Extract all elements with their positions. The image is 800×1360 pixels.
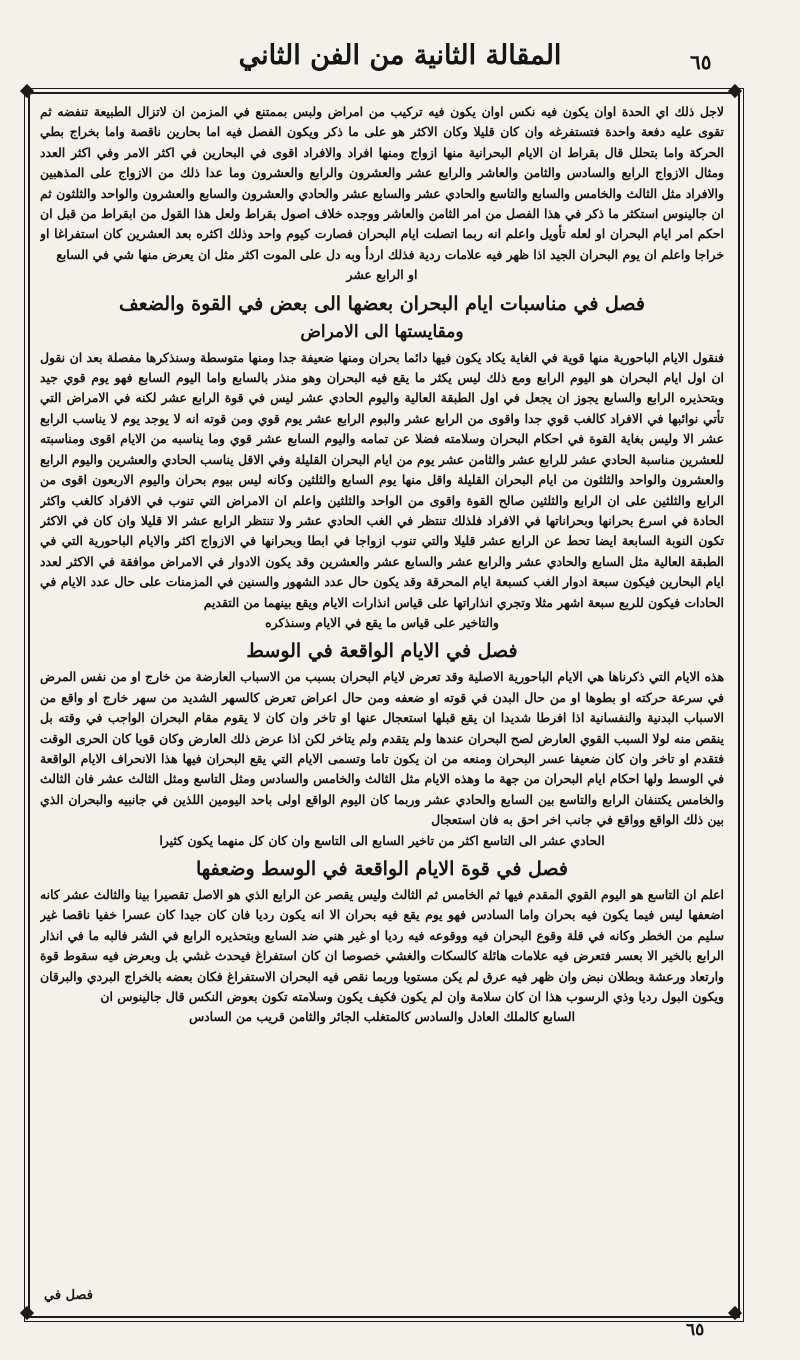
section-heading-2: فصل في الايام الواقعة في الوسط: [246, 640, 518, 663]
section-paragraph-1: فنقول الايام الباحورية منها قوية في الغاية يكاد يكون فيها دائما بحران ومنها ضعيفة جدا ومنها متوسطة وسنذكرها مفصلة بعد ان نقول ان اول ايام البحران هو اليوم الرابع ومع ذلك ليس يكثر ما يقع فيه البحران وهو منذر بالسابع واما اليوم السابع فهو يوم قوي جيد وبتحذيره الرابع والسابع يجوز ان يجعل في اول الطبقة العالية واليوم الحادي عشر ليس في قوة الرابع عشر لكنه في الامراض التي تأتي نوائبها في الافراد كالغب قوي جدا واقوى من الرابع عشر والبوم الرابع عشر يوم قوي ومن قوته انه لا يوجد يوم لا يناسب الرابع عشر الا وليس بغاية القوة في احكام البحران وسلامته فضلا عن تمامه واليوم السابع عشر قوي وما يناسبه من الايام اقوى ومناسبته للعشرين مناسبة الحادي عشر للرابع عشر والثامن عشر يوم من ايام البحران القليلة وفي الاقل يناسب الحادي والعشرين واليوم الرابع والعشرون والواحد والثلثون من ايام البحران القليلة واقل منها يوم السابع والثلثين وكانه ليس بيوم بحران واليوم الاربعون اقوى من الرابع والثلثين على ان الرابع والثلثين صالح القوة واقوى من الواحد والثلثين واعلم ان الامراض التي تنوب في الافراد كالغب واكثر الحادة في اسرع بحرانها وبحراناتها في الافراد فلذلك تنتظر في الغب الحادي عشر ولا تنتظر الرابع عشر الا قليلا وان كان في الاكثر تكون النوبة السابعة ايضا تحط عن الرابع عشر قليلا والتي تنوب ازواجا في ابطا وبحرانها في الازواج اكثر والايام الباحورية التي في الطبقة العالية مثل السابع والحادي عشر والرابع عشر والسابع عشر والعشرين وقد يكون الادوار في الامراض موافقة في الاكثر لعدد ايام البحارين فيكون سبعة ادوار الغب كسبعة ايام المحرقة وقد يكون حال عدد الشهور والسنين في المزمنات على حال عدد الايام في الحادات فيكون للربع سبعة اشهر مثلا وتجري انذاراتها على قياس انذارات الايام ويقع بينهما من التقديم: [40, 349, 724, 610]
header-page-number: ٦٥: [690, 50, 712, 74]
catchword: فصل في: [44, 1288, 93, 1303]
section-paragraph-1-last-line: والتاخير على قياس ما يقع في الايام وسنذكره: [265, 614, 499, 630]
text-block: [40, 102, 724, 1282]
section-paragraph-2-last-line: الحادي عشر الى التاسع اكثر من تاخير السابع الى التاسع وان كان كل منهما يكون كثيرا: [159, 832, 605, 848]
section-heading-1: فصل في مناسبات ايام البحران بعضها الى بعض في القوة والضعف: [119, 292, 645, 315]
section-subheading-1: ومقايستها الى الامراض: [300, 321, 464, 342]
section-paragraph-3-last-line: السابع كالملك العادل والسادس كالمتغلب الجائر والثامن قريب من السادس: [188, 1009, 576, 1025]
section-paragraph-3: اعلم ان التاسع هو اليوم القوي المقدم فيها ثم الخامس ثم الثالث وليس يقصر عن الرابع الذي هو الاصل تقصيرا بينا والثالث عشر كانه اضعفها ليس فيما يكون فيه بحران واما السادس فهو يوم يقع فيه بحران الا انه يكون رديا فان كان جيدا كان عسرا خفيا ناقصا غير سليم من الخطر وكانه في قلة وقوع البحران فيه ووقوعه فيه رديا او غير هني ضد السابع وبتحذيره الرابع في الشر فالبه ما في انذار الرابع بالخير الا بعسر فتعرض فيه علامات هائلة كالسكات والغشي خصوصا ان كان استفراغ فيحدث غشي بل وبعرض فيه سقوط قوة وارتعاد ورعشة وبطلان نبض وان ظهر فيه عرق لم يكن مستويا وربما نقص فيه البحران الاستفراغ فكان بعضه بالخراج البردي والبرقان ويكون البول رديا وذي الرسوب هذا ان كان سلامة وان لم يكون فكيف يكون وسلامته تكون بعوض النكس قال جالينوس ان: [40, 887, 724, 1005]
running-head-title: المقالة الثانية من الفن الثاني: [238, 40, 562, 71]
intro-paragraph-last-line: او الرابع عشر: [346, 267, 418, 283]
section-heading-3: فصل في قوة الايام الواقعة في الوسط وضعفها: [196, 858, 568, 880]
intro-paragraph: لاجل ذلك اي الحدة اوان يكون فيه نكس اوان يكون فيه تركيب من امراض ولبس بممتنع في المزمن ان لاتزال الطبيعة تنفضه ثم تقوى عليه دفعة واحدة فتستفرغه وان كان قليلا وكان الاكثر هو على ما ذكر ويكون الفصل فيه اما بحارين ناقصة واما بخراج بطي الحركة واما بتحلل قال بقراط ان الايام البحرانية منها ازواج ومنها افراد والافراد اقوى في البحارين في اكثر الامر وفي اكثر العدد ومثال الازواج الرابع والسادس والثامن والعاشر والرابع عشر والعشرون والرابع والعشرون وما عدا ذلك من الازواج على المذهبين والافراد مثل الثالث والخامس والسابع والتاسع والحادي عشر والسابع عشر والحادي والعشرون والسابع والعشرون والواحد والثلثون ثم ان جالينوس استكثر ما ذكر في هذا الفصل من امر الثامن والعاشر ووجده خلاف اصول بقراط ولعل هذا القول من ابقراط من قبل ان احكم امر ايام البحران او لعله تأويل واعلم انه ربما اتصلت ايام البحران فصارت كيوم واحد وذلك اكثره بعد العشرين كان استفراغا او خراجا واعلم ان يوم البحران الجيد اذا ظهر فيه علامات ردية فذلك اردأ وبه دل على الموت اكثر مثل ان يعرض منها شي في السابع: [40, 104, 724, 262]
section-paragraph-2: هذه الايام التي ذكرناها هي الايام الباحورية الاصلية وقد تعرض لايام البحران بسبب من الاسباب العارضة من خارج او من نفس المرض في سرعة حركته او بطوها او من حال البدن في قوته او ضعفه ومن حال اعراض تعرض كالسهر الشديد من سهر خارج او واقع من الاسباب البدنية والنفسانية اذا افرطا شديدا ان يقع قبلها استعجال عنها او تاخر وان كان لا يقوم مقام البحران الواجب في وقته بل ينقص منه لولا السبب القوي العارض لصح البحران عندها ولم يتقدم ولم يتاخر لكن اذا عرض ذلك العارض وكان قويا كان الحرى الوقت فتقدم او تاخر وان كان ضعيفا عسر البحران ومنعه من ان يكون تاما وتسمى الايام التي يقع البحران فيها هذا الانحراف الايام الواقعة في الوسط ولها احكام ايام البحران من جهة ما وهذه الايام مثل الثالث والخامس والسادس ومثل التاسع ومثل الثالث عشر فان الثالث والخامس يكتنفان الرابع والتاسع بين السابع والحادي عشر وربما كان اليوم الواقع اولى باحد اليومين اللذين في جانبيه والبحران الذي بين ذلك الواقع وواقع في جانب اخر احق به فان استعجال: [40, 669, 724, 828]
footer-page-number: ٦٥: [686, 1320, 705, 1340]
